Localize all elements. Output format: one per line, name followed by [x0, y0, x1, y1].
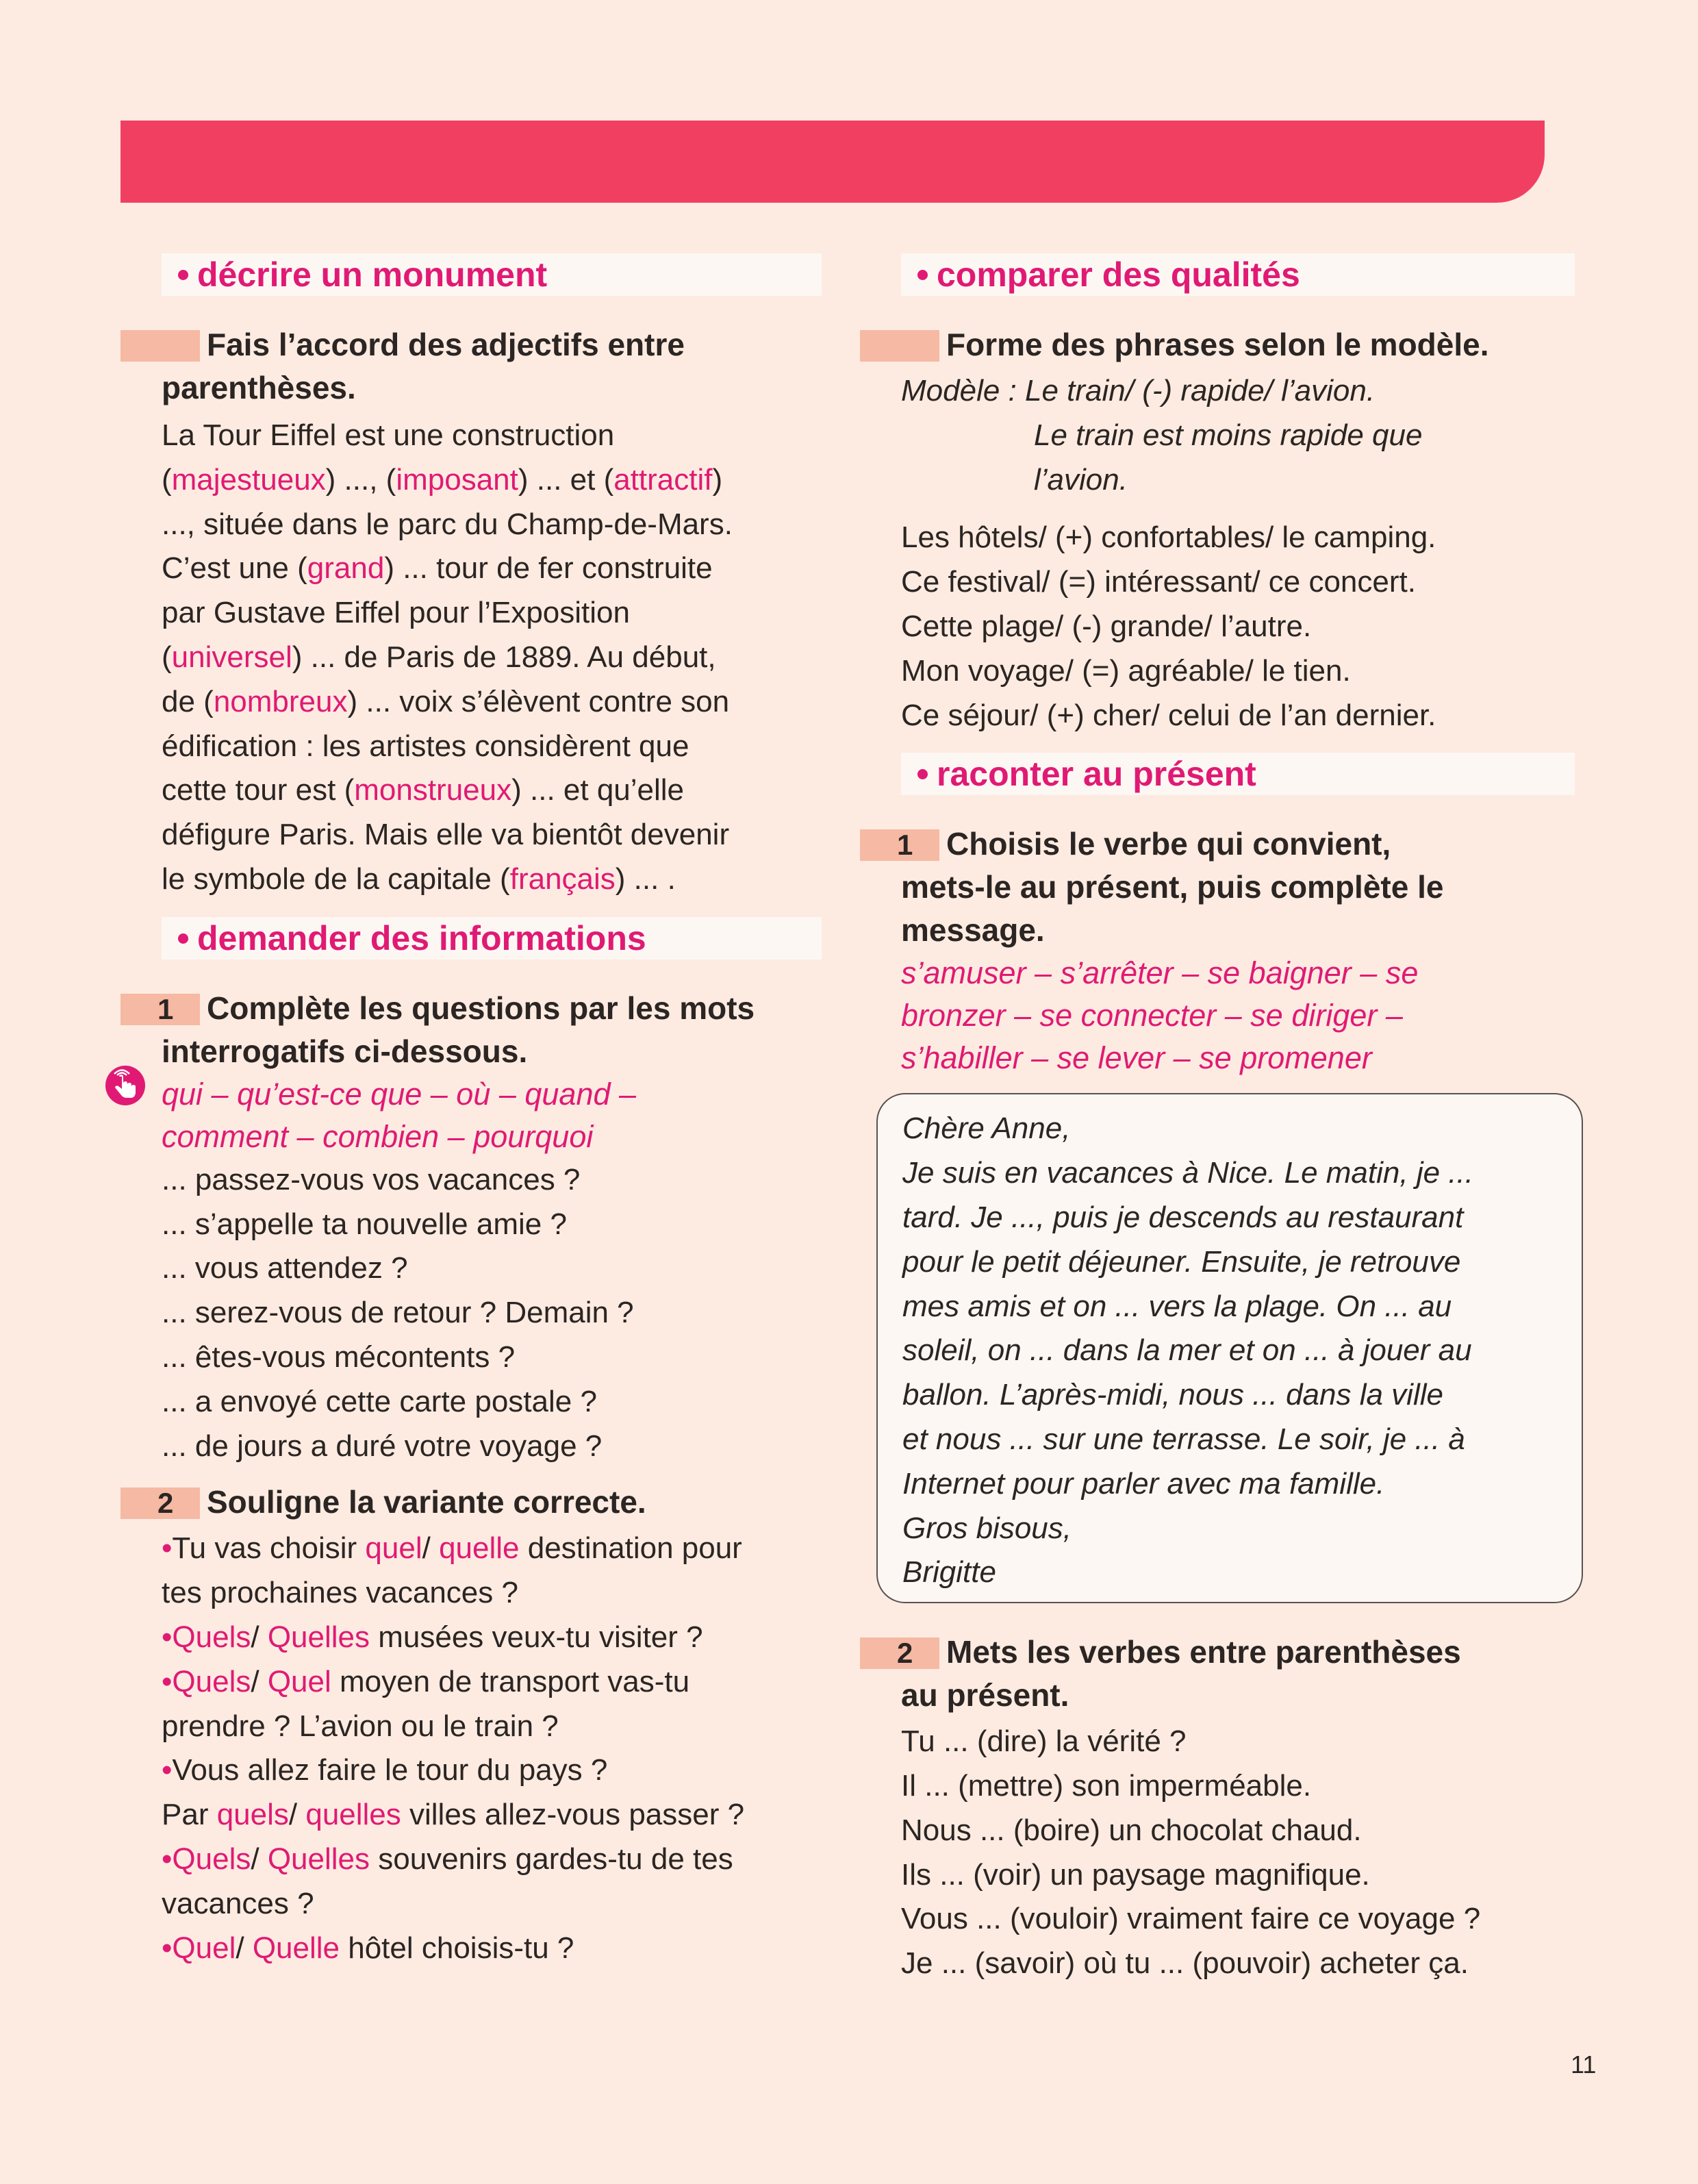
bullet-icon: • [162, 1931, 173, 1965]
choice-word: universel [171, 640, 292, 674]
text-segment: Tu vas choisir [172, 1531, 366, 1566]
choice-word: nombreux [213, 684, 348, 718]
hand-touch-icon [105, 1066, 145, 1105]
exercise-title-line: message. [901, 912, 1045, 949]
question-line: ... êtes-vous mécontents ? [162, 1340, 516, 1374]
exercise-title-line: Complète les questions par les mots [207, 990, 755, 1026]
text-line [162, 636, 822, 680]
model-line: Le train est moins rapide que [1034, 418, 1423, 452]
exercise-title-line: Forme des phrases selon le modèle. [946, 327, 1489, 362]
text-line [162, 547, 822, 591]
bullet-icon: • [162, 1531, 173, 1566]
choice-word: Quel [172, 1931, 236, 1965]
verb-line: Tu ... (dire) la vérité ? [901, 1724, 1187, 1759]
exercise-number: 2 [860, 1637, 939, 1669]
word-list [860, 952, 1575, 1079]
text-line [162, 1837, 822, 1882]
word-list-line: qui – qu’est-ce que – où – quand – [162, 1076, 637, 1112]
question-line: ... s’appelle ta nouvelle amie ? [162, 1207, 567, 1241]
text-line [162, 680, 822, 725]
word-list-line: comment – combien – pourquoi [162, 1118, 594, 1154]
choice-word: monstrueux [354, 773, 512, 807]
text-line [162, 591, 822, 636]
bullet-icon: • [162, 1842, 173, 1876]
question-line: ... passez-vous vos vacances ? [162, 1162, 581, 1196]
letter-line: Je suis en vacances à Nice. Le matin, je ... [902, 1156, 1473, 1190]
bullet-dot [917, 769, 928, 779]
text-segment: / [236, 1931, 253, 1965]
section-title: décrire un monument [197, 255, 548, 294]
text-segment: Vous allez faire le tour du pays ? [172, 1753, 608, 1787]
choice-word: attractif [613, 462, 713, 497]
letter-line: soleil, on ... dans la mer et on ... à jouer au [902, 1333, 1472, 1368]
text-segment: ( [162, 462, 172, 497]
text-line [162, 1616, 822, 1660]
letter-line: Gros bisous, [902, 1511, 1072, 1545]
exercise-title [121, 323, 822, 410]
letter-line: Internet pour parler avec ma famille. [902, 1466, 1385, 1501]
word-list-line: s’habiller – se lever – se promener [901, 1040, 1372, 1076]
letter-line: pour le petit déjeuner. Ensuite, je retrouve [902, 1244, 1461, 1279]
prompt-line: Ce festival/ (=) intéressant/ ce concert. [901, 565, 1416, 599]
section-title: raconter au présent [937, 755, 1256, 794]
text-line [162, 1748, 822, 1793]
text-line [162, 813, 822, 857]
text-segment: ) ... tour de fer construite [384, 551, 713, 586]
section-heading-informations [162, 917, 822, 959]
word-list [121, 1073, 822, 1158]
exercise-lines [860, 516, 1575, 738]
question-line: ... serez-vous de retour ? Demain ? [162, 1296, 634, 1330]
question-line: ... a envoyé cette carte postale ? [162, 1384, 597, 1418]
section-heading-comparer [901, 253, 1575, 296]
exercise-title-line: au présent. [901, 1677, 1069, 1714]
bullet-dot [178, 270, 188, 280]
text-segment: édification : les artistes considèrent que [162, 729, 689, 763]
exercise-title-line: mets-le au présent, puis complète le [901, 869, 1444, 905]
exercise-title [121, 987, 822, 1073]
exercise-title [860, 823, 1575, 952]
letter-line: ballon. L’après-midi, nous ... dans la ville [902, 1378, 1443, 1412]
exercise-title [121, 1481, 822, 1524]
text-segment: / [251, 1842, 268, 1876]
letter-box [876, 1093, 1583, 1603]
letter-line: et nous ... sur une terrasse. Le soir, je ... à [902, 1422, 1465, 1456]
top-banner [121, 121, 1545, 203]
prompt-line: Cette plage/ (-) grande/ l’autre. [901, 609, 1312, 643]
text-line [162, 1926, 822, 1971]
text-segment: La Tour Eiffel est une construction [162, 418, 615, 452]
letter-line: mes amis et on ... vers la plage. On ... au [902, 1289, 1452, 1323]
exercise-number [121, 330, 200, 362]
exercise-title [860, 1631, 1575, 1717]
exercise-title-line: Souligne la variante correcte. [207, 1484, 646, 1520]
exercise-title-line: interrogatifs ci-dessous. [162, 1033, 528, 1069]
choice-word: français [509, 862, 616, 896]
choice-word: Quel [267, 1664, 331, 1698]
text-segment: par Gustave Eiffel pour l’Exposition [162, 596, 630, 630]
exercise-number: 1 [121, 994, 200, 1025]
word-list-line: s’amuser – s’arrêter – se baigner – se [901, 955, 1419, 991]
word-list-line: bronzer – se connecter – se diriger – [901, 998, 1403, 1033]
choice-word: quel [365, 1531, 422, 1566]
text-line [162, 503, 822, 547]
exercise-lines [121, 1527, 822, 1970]
exercise-title-line: parenthèses. [162, 370, 356, 405]
section-heading-monument [162, 253, 822, 296]
verb-line: Ils ... (voir) un paysage magnifique. [901, 1857, 1370, 1892]
text-segment: le symbole de la capitale ( [162, 862, 510, 896]
text-line [162, 1527, 822, 1571]
verb-line: Vous ... (vouloir) vraiment faire ce voyage ? [901, 1902, 1481, 1936]
choice-word: Quelle [252, 1931, 340, 1965]
text-segment: prendre ? L’avion ou le train ? [162, 1709, 559, 1743]
text-line [162, 1882, 822, 1926]
text-segment: souvenirs gardes-tu de tes [370, 1842, 733, 1876]
verb-line: Je ... (savoir) où tu ... (pouvoir) acheter ça. [901, 1946, 1469, 1981]
text-segment: ) ... et qu’elle [511, 773, 685, 807]
exercise-text [121, 414, 822, 902]
page-number: 11 [1571, 2050, 1597, 2079]
text-segment: défigure Paris. Mais elle va bientôt devenir [162, 818, 730, 852]
text-line [162, 1660, 822, 1705]
text-line [162, 1705, 822, 1749]
choice-word: quels [216, 1798, 289, 1832]
exercise-lines [121, 1158, 822, 1469]
text-segment: ..., située dans le parc du Champ-de-Mars. [162, 507, 733, 541]
exercise-title-line: Choisis le verbe qui convient, [946, 826, 1391, 862]
text-segment: musées veux-tu visiter ? [370, 1620, 703, 1654]
question-line: ... de jours a duré votre voyage ? [162, 1429, 603, 1463]
bullet-dot [178, 933, 188, 944]
text-line [162, 458, 822, 503]
section-title: demander des informations [197, 918, 646, 957]
exercise-title-line: Fais l’accord des adjectifs entre [207, 327, 685, 362]
prompt-line: Ce séjour/ (+) cher/ celui de l’an dernier. [901, 698, 1436, 732]
text-segment: moyen de transport vas-tu [331, 1664, 690, 1698]
exercise-title [860, 323, 1575, 366]
prompt-line: Les hôtels/ (+) confortables/ le camping. [901, 520, 1436, 555]
choice-word: quelles [305, 1798, 401, 1832]
model-line: Le train/ (-) rapide/ l’avion. [1024, 374, 1376, 407]
text-segment: de ( [162, 684, 214, 718]
prompt-line: Mon voyage/ (=) agréable/ le tien. [901, 653, 1351, 688]
text-line [162, 768, 822, 813]
choice-word: Quels [172, 1664, 251, 1698]
letter-line: Chère Anne, [902, 1112, 1071, 1146]
choice-word: Quels [172, 1620, 251, 1654]
choice-word: imposant [396, 462, 518, 497]
choice-word: grand [307, 551, 385, 586]
text-segment: ) ... voix s’élèvent contre son [347, 684, 730, 718]
choice-word: Quelles [267, 1620, 370, 1654]
verb-line: Il ... (mettre) son imperméable. [901, 1768, 1312, 1803]
text-segment: ) ... . [615, 862, 676, 896]
letter-line: Brigitte [902, 1555, 996, 1590]
text-line [162, 725, 822, 769]
text-segment: Par [162, 1798, 217, 1832]
text-segment: ) [712, 462, 723, 497]
section-title: comparer des qualités [937, 255, 1300, 294]
left-column [121, 253, 822, 1970]
hand-touch-icon-graphic [105, 1066, 145, 1105]
section-heading-raconter [901, 753, 1575, 795]
model-line: l’avion. [1034, 462, 1128, 497]
right-column [860, 253, 1575, 1986]
text-segment: ) ... et ( [518, 462, 614, 497]
text-line [162, 857, 822, 902]
bullet-dot [917, 270, 928, 280]
exercise-number: 2 [121, 1488, 200, 1519]
bullet-icon: • [162, 1664, 173, 1698]
text-segment: C’est une ( [162, 551, 307, 586]
text-segment: tes prochaines vacances ? [162, 1576, 518, 1610]
text-segment: / [422, 1531, 440, 1566]
text-segment: ) ..., ( [325, 462, 396, 497]
model-example [860, 369, 1575, 502]
choice-word: Quelles [267, 1842, 370, 1876]
verb-line: Nous ... (boire) un chocolat chaud. [901, 1813, 1362, 1847]
choice-word: Quels [172, 1842, 251, 1876]
exercise-number: 1 [860, 829, 939, 861]
text-line [162, 414, 822, 458]
letter-line: tard. Je ..., puis je descends au restaurant [902, 1200, 1464, 1234]
choice-word: majestueux [171, 462, 326, 497]
exercise-lines [860, 1720, 1575, 1986]
text-segment: destination pour [519, 1531, 742, 1566]
text-segment: / [251, 1664, 268, 1698]
bullet-icon: • [162, 1753, 173, 1787]
text-segment: ( [162, 640, 172, 674]
text-segment: ) ... de Paris de 1889. Au début, [292, 640, 716, 674]
text-segment: / [288, 1798, 306, 1832]
text-line [162, 1571, 822, 1616]
text-segment: hôtel choisis-tu ? [340, 1931, 574, 1965]
exercise-number [860, 330, 939, 362]
text-segment: cette tour est ( [162, 773, 355, 807]
bullet-icon: • [162, 1620, 173, 1654]
choice-word: quelle [439, 1531, 520, 1566]
question-line: ... vous attendez ? [162, 1251, 408, 1285]
text-segment: vacances ? [162, 1886, 314, 1920]
exercise-title-line: Mets les verbes entre parenthèses [946, 1634, 1461, 1670]
text-segment: villes allez-vous passer ? [401, 1798, 745, 1832]
text-segment: / [251, 1620, 268, 1654]
model-label: Modèle : [901, 374, 1025, 407]
text-line [162, 1793, 822, 1837]
